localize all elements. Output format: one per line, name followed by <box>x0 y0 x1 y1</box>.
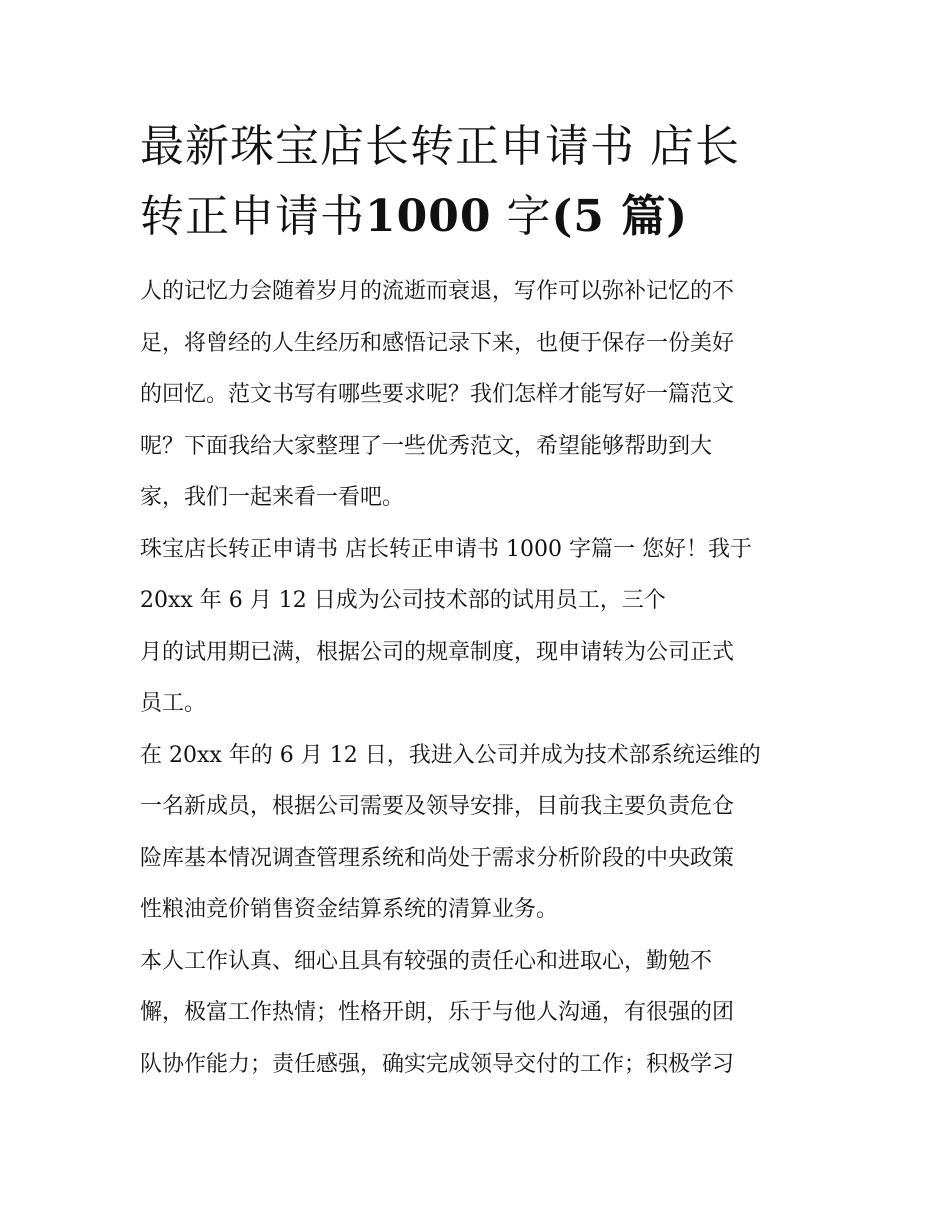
application-paragraph <box>140 524 812 730</box>
paragraph-line: 员工。 <box>140 691 207 716</box>
paragraph-line: 呢？下面我给大家整理了一些优秀范文，希望能够帮助到大 <box>140 433 713 459</box>
document-title <box>140 112 812 252</box>
paragraph-line: 一名新成员，根据公司需要及领导安排，目前我主要负责危仓 <box>140 794 735 819</box>
paragraph-line: 险库基本情况调查管理系统和尚处于需求分析阶段的中央政策 <box>140 845 735 871</box>
paragraph-line: 在 20xx 年的 6 月 12 日，我进入公司并成为技术部系统运维的 <box>140 742 761 768</box>
paragraph-line: 懈，极富工作热情；性格开朗，乐于与他人沟通，有很强的团 <box>140 1000 735 1025</box>
paragraph-line: 20xx 年 6 月 12 日成为公司技术部的试用员工，三个 <box>140 588 666 613</box>
self-assessment-paragraph <box>140 936 812 1091</box>
title-line-2: 转正申请书 <box>140 191 365 242</box>
document-content <box>140 112 812 1090</box>
paragraph-line: 家，我们一起来看一看吧。 <box>140 485 405 510</box>
paragraph-line: 珠宝店长转正申请书 店长转正申请书 1000 字篇一 您好！我于 <box>140 536 752 562</box>
paragraph-line: 队协作能力；责任感强，确实完成领导交付的工作；积极学习 <box>140 1051 735 1077</box>
paragraph-line: 的回忆。范文书写有哪些要求呢？我们怎样才能写好一篇范文 <box>140 382 735 407</box>
paragraph-line: 足，将曾经的人生经历和感悟记录下来，也便于保存一份美好 <box>140 330 735 356</box>
work-duties-paragraph <box>140 730 812 936</box>
paragraph-line: 人的记忆力会随着岁月的流逝而衰退，写作可以弥补记忆的不 <box>140 279 735 304</box>
title-count: (5 篇) <box>551 191 689 242</box>
paragraph-line: 性粮油竞价销售资金结算系统的清算业务。 <box>140 897 559 922</box>
title-number: 1000 <box>365 191 492 242</box>
intro-paragraph <box>140 266 812 524</box>
title-word: 字 <box>491 191 552 242</box>
title-line-1: 最新珠宝店长转正申请书 店长 <box>140 121 740 172</box>
paragraph-line: 本人工作认真、细心且具有较强的责任心和进取心，勤勉不 <box>140 948 713 974</box>
paragraph-line: 月的试用期已满，根据公司的规章制度，现申请转为公司正式 <box>140 639 735 665</box>
